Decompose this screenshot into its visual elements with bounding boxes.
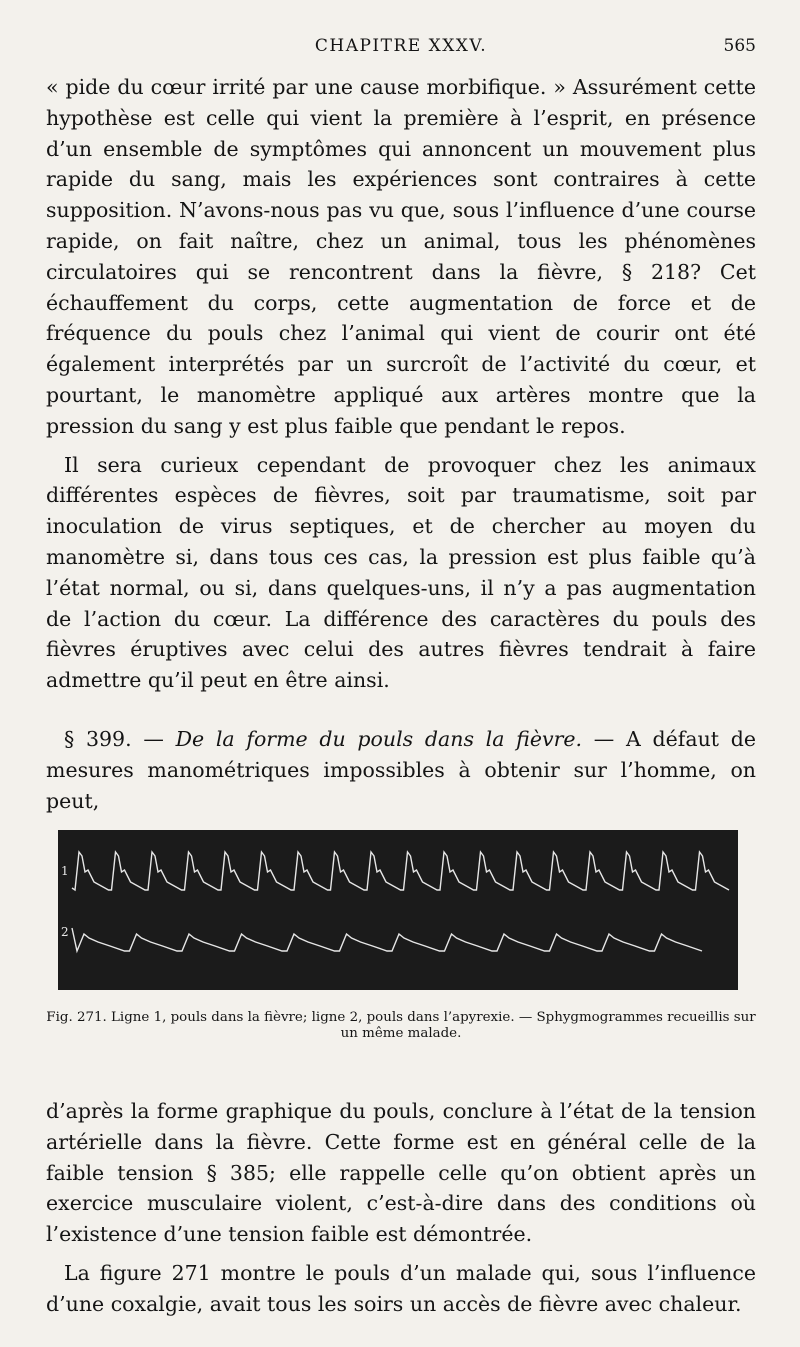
- sphygmogram-figure: [58, 830, 738, 990]
- body-text-top: [46, 72, 756, 816]
- section-number: § 399. —: [64, 726, 164, 751]
- line-2-label: 2: [61, 925, 69, 939]
- section-paragraph: [46, 724, 756, 816]
- figure-caption: Fig. 271. Ligne 1, pouls dans la fièvre; ligne 2, pouls dans l’apyrexie. — Sphygmogrammes recueillis sur un même malade.: [46, 1010, 756, 1041]
- apyrexia-pulse-trace: [72, 928, 702, 951]
- paragraph: La figure 271 montre le pouls d’un malade qui, sous l’influence d’une coxalgie, avait tous les soirs un accès de fièvre avec chaleur.: [46, 1260, 756, 1316]
- body-text-bottom: [46, 1096, 756, 1320]
- running-header: [46, 36, 756, 60]
- sphygmogram-image: [58, 830, 738, 990]
- paragraph: Il sera curieux cependant de provoquer chez les animaux différentes espèces de fièvres, soit par traumatisme, soit par inoculation de virus septiques, et de chercher au moyen du manomètre si, dans tous ces cas, la pression est plus faible qu’à l’état normal, ou si, dans quelques-uns, il n’y a pas augmentation de l’action du cœur. La différence des caractères du pouls des fièvres éruptives avec celui des autres fièvres tendrait à faire admettre qu’il peut en être ainsi.: [46, 452, 756, 693]
- section-title: De la forme du pouls dans la fièvre.: [175, 726, 583, 751]
- page-number: 565: [723, 36, 756, 56]
- fever-pulse-trace: [72, 852, 729, 890]
- chapter-title: CHAPITRE XXXV.: [314, 36, 488, 56]
- section-text: — A défaut de mesures manométriques impossibles à obtenir sur l’homme, on peut,: [46, 726, 756, 813]
- paragraph: d’après la forme graphique du pouls, conclure à l’état de la tension artérielle dans la fièvre. Cette forme est en général celle de la faible tension § 385; elle rappelle celle qu’on obtient après un exercice musculaire violent, c’est-à-dire dans des conditions où l’existence d’une tension faible est démontrée.: [46, 1099, 756, 1247]
- line-1-label: 1: [61, 864, 69, 878]
- paragraph: « pide du cœur irrité par une cause morbifique. » Assurément cette hypothèse est celle qui vient la première à l’esprit, en présence d’un ensemble de symptômes qui annoncent un mouvement plus rapide du sang, mais les expériences sont contraires à cette supposition. N’avons-nous pas vu que, sous l’influence d’une course rapide, on fait naître, chez un animal, tous les phénomènes circulatoires qui se rencontrent dans la fièvre, § 218? Cet échauffement du corps, cette augmentation de force et de fréquence du pouls chez l’animal qui vient de courir ont été également interprétés par un surcroît de l’activité du cœur, et pourtant, le manomètre appliqué aux artères montre que la pression du sang y est plus faible que pendant le repos.: [46, 75, 756, 438]
